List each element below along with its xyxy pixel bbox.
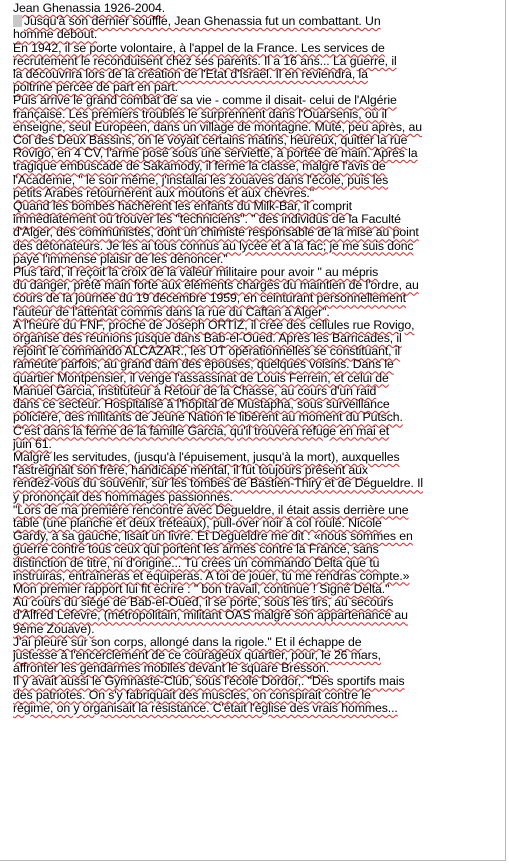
line-text: d'Alger, des communistes, dont un chimiste responsable de la mise au point	[13, 225, 419, 240]
line-text: organise des réunions jusque dans Bab-el-Oued. Après les Barricades, il	[13, 331, 402, 346]
line-text: Manuel Garcia, instituteur à Retour de la Chasse, au cours d'un raid	[13, 383, 377, 398]
line-text: des patriotes. On s'y fabriquait des muscles, on conspirait contre le	[13, 687, 371, 702]
line-text: des détonateurs. Je les ai tous connus au lycée et à la fac; je me suis donc	[13, 238, 414, 253]
line-text: Plus tard, il reçoit la croix de la valeur militaire pour avoir " au mépris	[13, 265, 379, 280]
line-text: Au cours du siège de Bab-el-Oued, il se porte, sous les tirs, au secours	[13, 595, 394, 610]
line-text: du danger, prêté main forte aux éléments chargés du maintien de l'ordre, au	[13, 278, 419, 293]
line-text: En 1942, il se porte volontaire, à l'appel de la France. Les services de	[13, 40, 385, 55]
line-text: instruiras, entraîneras et équiperas. A toi de jouer, tu me rendras compte.»	[13, 568, 410, 583]
line-text: l'astreignait son frère, handicapé mental, il fut toujours présent aux	[13, 463, 368, 478]
line-text: J'ai pleuré sur son corps, allongé dans la rigole." Et il échappe de	[13, 634, 362, 649]
line-text: homme debout.	[13, 27, 98, 42]
line-text: immédiatement où trouver les "techniciens". " des individus de la Faculté	[13, 212, 401, 227]
line-text: Jusqu'à son dernier souffle, Jean Ghenassia fut un combattant. Un	[24, 14, 381, 29]
line-text: "Lors de ma première rencontre avec Degueldre, il était assis derrière une	[13, 502, 409, 517]
line-text: tragique embuscade de Sakamody, il ferme la classe, malgré l'avis de	[13, 159, 386, 174]
line-text: rendez-vous du souvenir, sur les tombes de Bastien-Thiry et de Degueldre. Il	[13, 476, 424, 491]
line-text: la découvrira lors de la création de l'Etat d'Israël. Il en reviendra, la	[13, 67, 368, 82]
text-line	[13, 425, 492, 438]
line-text: régime, on y organisait la résistance. C'était l'église des vrais hommes...	[13, 700, 398, 715]
line-text: enseigne, seul Européen, dans un village de montagne. Muté, peu après, au	[13, 119, 423, 134]
line-text: guerre contre tous ceux qui portent les armes contre la France, sans	[13, 542, 379, 557]
line-text: Col des Deux Bassins, on le voyait certains matins, heureux, quitter la rue	[13, 133, 408, 148]
line-text: l'Académie, " le soir même, j'installai les zouaves dans l'école, puis les	[13, 172, 389, 187]
line-text: affronter les gendarmes mobiles devant le square Bresson.	[13, 661, 330, 676]
line-text: Gardy, à sa gauche, lisait un livre. Et Degueldre me dit : «nous sommes en	[13, 529, 413, 544]
line-text: distinction de titre, ni d'origine... Tu crées un commando Delta que tu	[13, 555, 380, 570]
line-text: Puis arrive le grand combat de sa vie - comme il disait- celui de l'Algérie	[13, 93, 397, 108]
line-text: d'Alfred Lefevre, (métropolitain, militant OAS malgré son appartenance au	[13, 608, 408, 623]
line-text: rameute parfois, au grand dam des épouses, quelques voisins. Dans le	[13, 357, 394, 372]
line-text: cours de la journée du 19 décembre 1959, en ceinturant personnellement	[13, 291, 406, 306]
line-text: petits Arabes retournèrent aux moutons et aux chèvres."	[13, 185, 314, 200]
line-text: recrutement le reconduisent chez ses parents. Il a 16 ans... La guerre, il	[13, 53, 397, 68]
text-cursor-icon	[13, 15, 22, 27]
line-text: table (une planche et deux tréteaux), pull-over noir à col roulé. Nicole	[13, 515, 382, 530]
line-text: juin 61.	[13, 436, 52, 451]
line-text: dans ce secteur. Hospitalisé à l'hôpital de Mustapha, sous surveillance	[13, 397, 390, 412]
line-text: A l'heure du FNF, proche de Joseph ORTIZ, il crée des cellules rue Rovigo,	[13, 317, 415, 332]
line-text: rejoint le commando ALCAZAR., les UT opérationnelles se constituant, il	[13, 344, 401, 359]
line-text: Il y avait aussi le Gymnaste-Club, sous l'école Dordor,. "Des sportifs mais	[13, 674, 405, 689]
line-text: française. Les premiers troubles le surprennent dans l'Ouarsenis, où il	[13, 106, 387, 121]
line-text: poitrine percée de part en part.	[13, 80, 178, 95]
line-text: Jean Ghenassia 1926-2004.	[13, 1, 166, 15]
line-text: l'auteur de l'attentat commis dans la rue du Caftan à Alger".	[13, 304, 330, 319]
line-text: payé l'immense plaisir de les dénoncer."	[13, 251, 228, 266]
line-text: Quand les bombes hachèrent les enfants du Milk-Bar, il comprit	[13, 199, 352, 214]
line-text: quartier Montpensier, il venge l'assassinat de Louis Ferrein, et celui de	[13, 370, 389, 385]
text-line	[13, 702, 492, 715]
line-text: Mon premier rapport lui fit écrire : " bon travail, continue ! Signé Delta."	[13, 581, 390, 596]
line-text: policière, des militants de Jeune Nation le libèrent au moment du Putsch.	[13, 410, 403, 425]
line-text: C'est dans la ferme de la famille Garcia, qu'il trouvera refuge en mai et	[13, 423, 390, 438]
line-text: Rovigo, en 4 CV, l'arme posé sous une serviette, à portée de main. Après la	[13, 146, 418, 161]
line-text: 9ème Zouave).	[13, 621, 95, 636]
line-text: justesse à l'encerclement de ce courageux quartier, pour, le 26 mars,	[13, 647, 381, 662]
line-text: y prononçait des hommages passionnés.	[13, 489, 233, 504]
line-text: Malgré les servitudes, (jusqu'à l'épuisement, jusqu'à la mort), auxquelles	[13, 449, 400, 464]
